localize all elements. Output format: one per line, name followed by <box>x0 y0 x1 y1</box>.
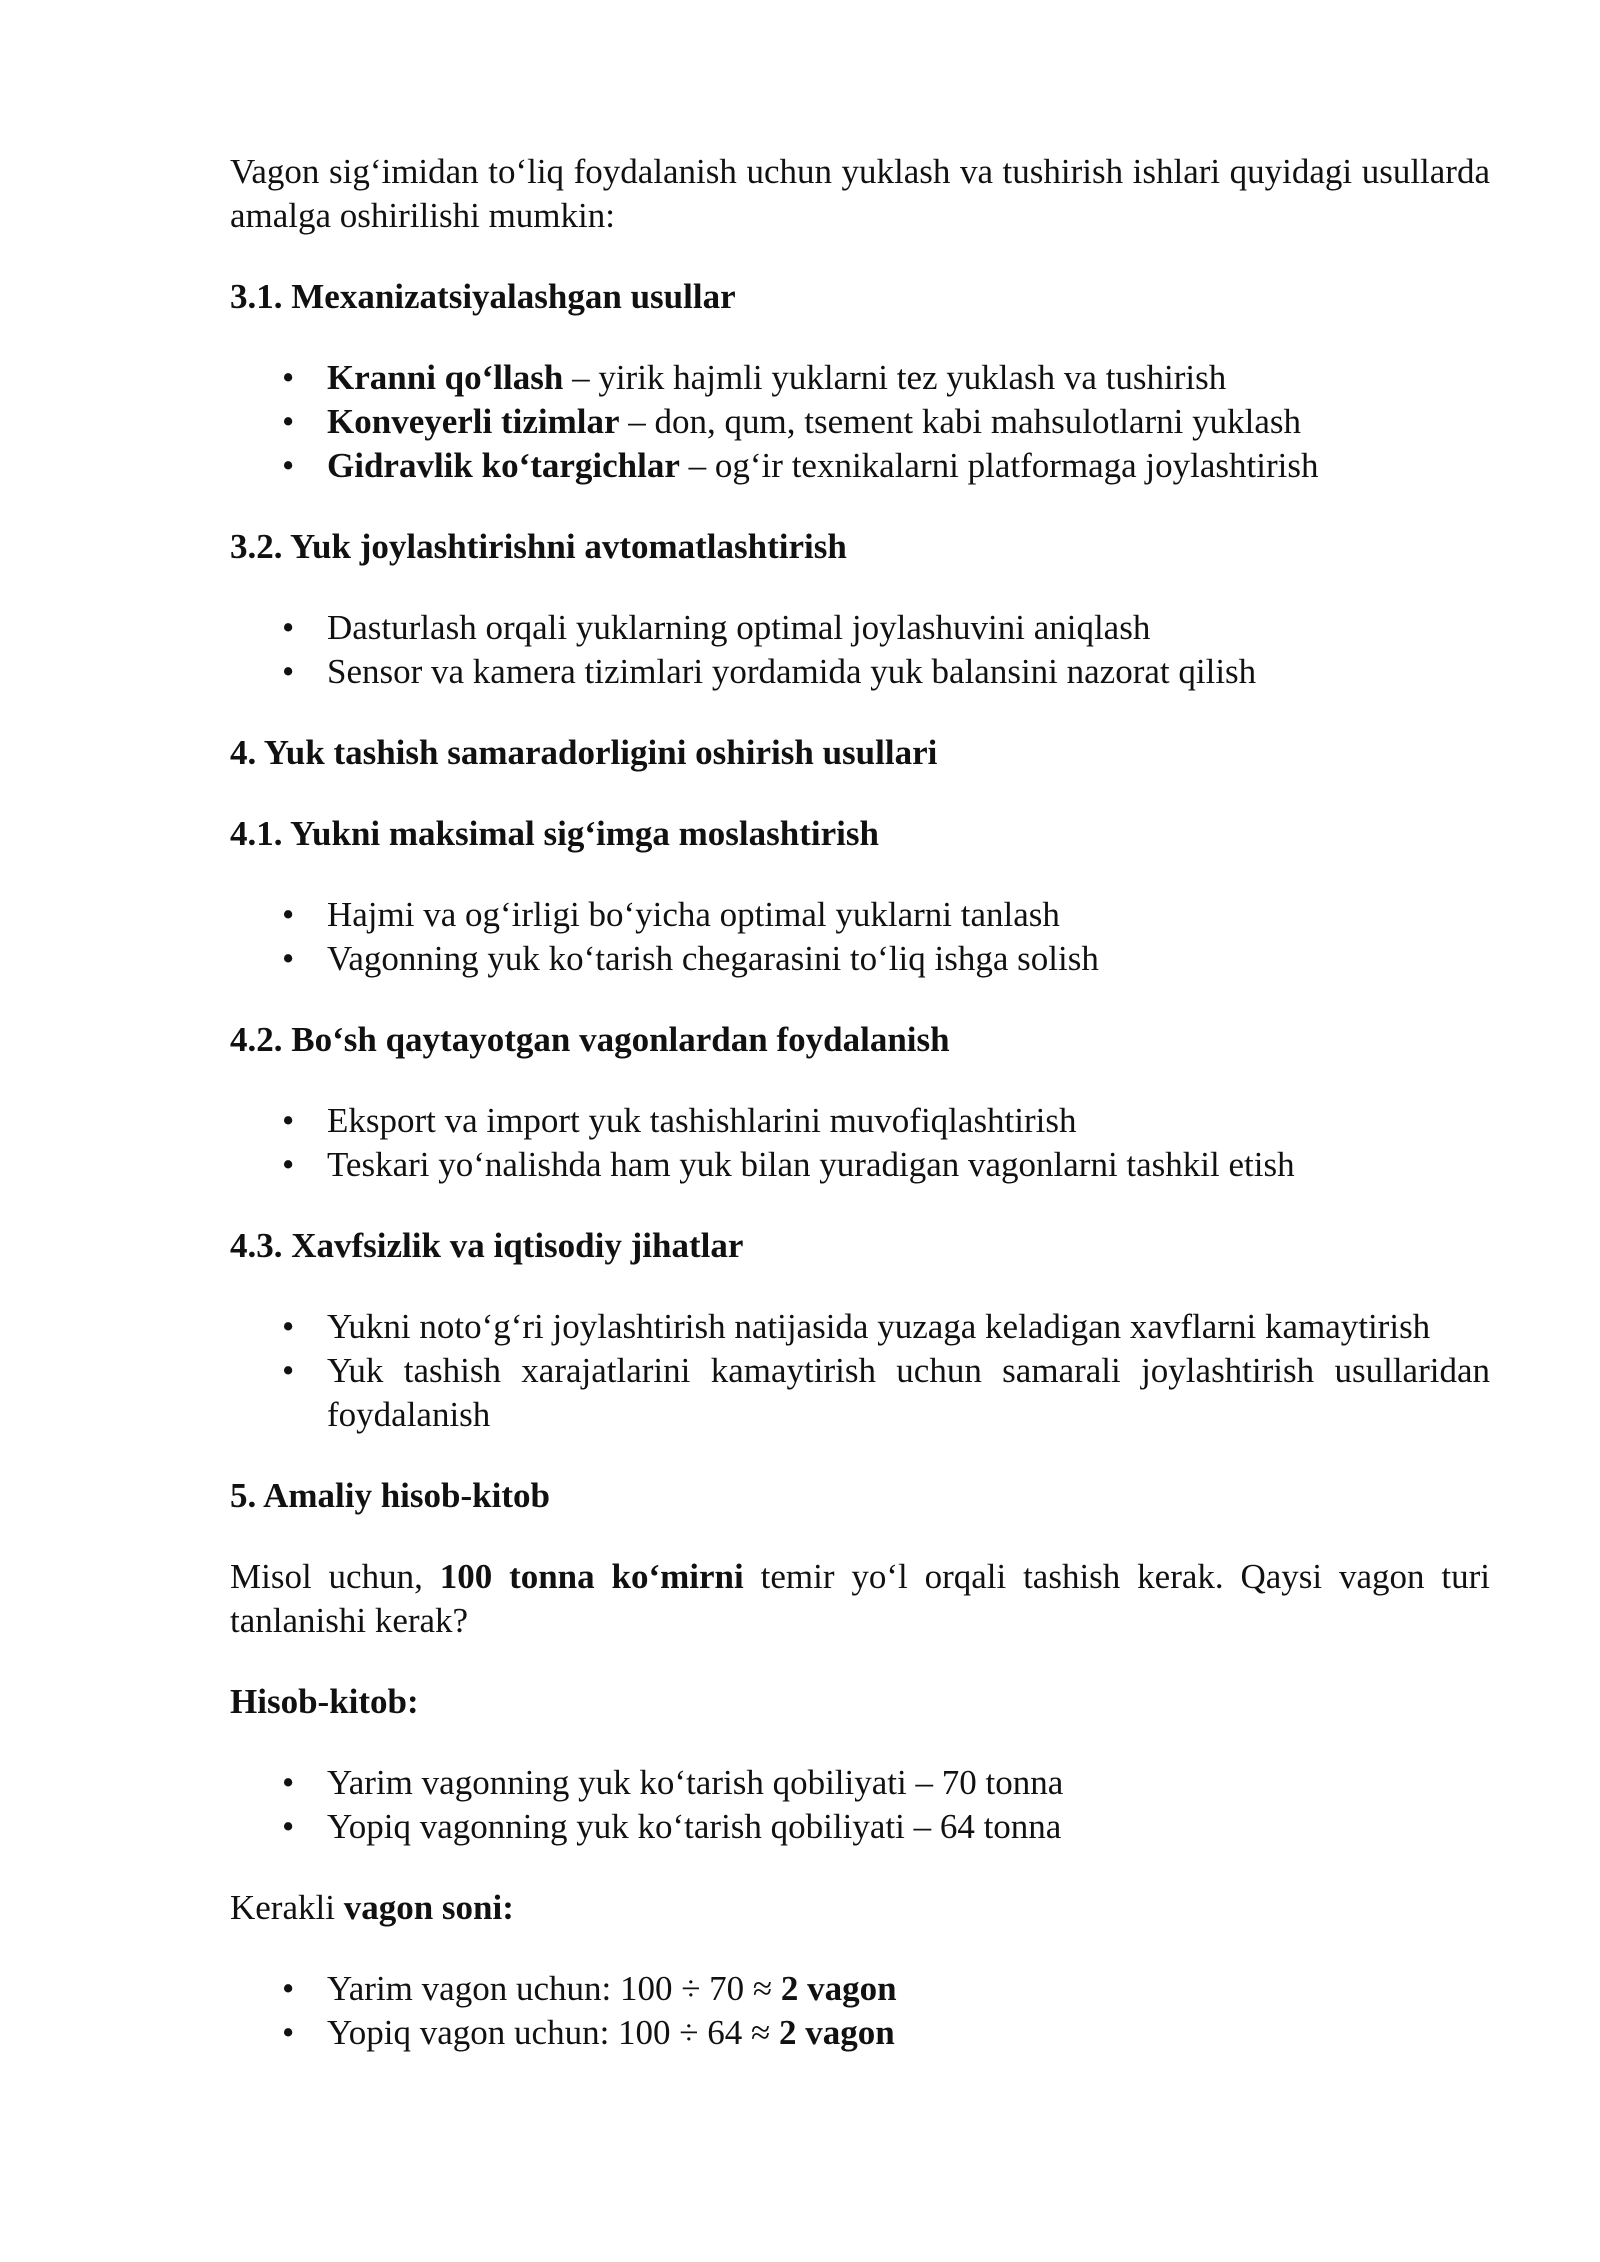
calc-list <box>230 1761 1490 1849</box>
heading-5: 5. Amaliy hisob-kitob <box>230 1476 550 1515</box>
list-4-1 <box>230 893 1490 981</box>
list-item: • Yukni noto‘g‘ri joylashtirish natijasida yuzaga keladigan xavflarni kamaytirish <box>230 1305 1490 1349</box>
needed-bold: vagon soni: <box>343 1888 514 1927</box>
intro-paragraph: Vagon sig‘imidan to‘liq foydalanish uchun yuklash va tushirish ishlari quyidagi usullarda amalga oshirilishi mumkin: <box>230 152 1490 235</box>
list-item <box>230 2011 1490 2055</box>
result-bold: 2 vagon <box>780 1969 897 2008</box>
result-text: Yopiq vagon uchun: 100 ÷ 64 ≈ <box>327 2013 779 2052</box>
list-item: • Teskari yo‘nalishda ham yuk bilan yuradigan vagonlarni tashkil etish <box>230 1143 1490 1187</box>
heading-4-1: 4.1. Yukni maksimal sig‘imga moslashtirish <box>230 814 879 853</box>
item-text: – don, qum, tsement kabi mahsulotlarni yuklash <box>619 402 1301 441</box>
list-item: • Sensor va kamera tizimlari yordamida yuk balansini nazorat qilish <box>230 650 1490 694</box>
list-item: • Vagonning yuk ko‘tarish chegarasini to‘liq ishga solish <box>230 937 1490 981</box>
result-text: Yarim vagon uchun: 100 ÷ 70 ≈ <box>327 1969 781 2008</box>
list-item: • Dasturlash orqali yuklarning optimal joylashuvini aniqlash <box>230 606 1490 650</box>
heading-4: 4. Yuk tashish samaradorligini oshirish usullari <box>230 733 938 772</box>
list-item: • Yarim vagonning yuk ko‘tarish qobiliyati – 70 tonna <box>230 1761 1490 1805</box>
list-4-2 <box>230 1099 1490 1187</box>
list-item: • Yuk tashish xarajatlarini kamaytirish uchun samarali joylashtirish usullaridan foydalanish <box>230 1349 1490 1437</box>
list-3-2 <box>230 606 1490 694</box>
list-item <box>230 400 1490 444</box>
item-text: – og‘ir texnikalarni platformaga joylashtirish <box>679 446 1319 485</box>
heading-4-2: 4.2. Bo‘sh qaytayotgan vagonlardan foydalanish <box>230 1020 950 1059</box>
example-paragraph <box>230 1555 1490 1643</box>
needed-paragraph <box>230 1886 1490 1930</box>
item-text: – yirik hajmli yuklarni tez yuklash va tushirish <box>563 358 1227 397</box>
needed-pre: Kerakli <box>230 1888 344 1927</box>
item-term: Konveyerli tizimlar <box>327 402 620 441</box>
list-item: • Eksport va import yuk tashishlarini muvofiqlashtirish <box>230 1099 1490 1143</box>
list-item <box>230 356 1490 400</box>
item-term: Kranni qo‘llash <box>327 358 564 397</box>
result-bold: 2 vagon <box>778 2013 895 2052</box>
list-item <box>230 1967 1490 2011</box>
list-3-1 <box>230 356 1490 488</box>
heading-3-2: 3.2. Yuk joylashtirishni avtomatlashtirish <box>230 527 847 566</box>
example-post: temir yo‘l orqali tashish kerak. Qaysi vagon turi tanlanishi kerak? <box>230 1557 1491 1640</box>
result-list <box>230 1967 1490 2055</box>
heading-3-1: 3.1. Mexanizatsiyalashgan usullar <box>230 277 736 316</box>
calc-heading: Hisob-kitob: <box>230 1682 419 1721</box>
item-term: Gidravlik ko‘targichlar <box>327 446 680 485</box>
example-bold: 100 tonna ko‘mirni <box>439 1557 744 1596</box>
list-item: • Yopiq vagonning yuk ko‘tarish qobiliyati – 64 tonna <box>230 1805 1490 1849</box>
list-4-3 <box>230 1305 1490 1437</box>
list-item: • Hajmi va og‘irligi bo‘yicha optimal yuklarni tanlash <box>230 893 1490 937</box>
list-item <box>230 444 1490 488</box>
heading-4-3: 4.3. Xavfsizlik va iqtisodiy jihatlar <box>230 1226 744 1265</box>
example-pre: Misol uchun, <box>230 1557 440 1596</box>
